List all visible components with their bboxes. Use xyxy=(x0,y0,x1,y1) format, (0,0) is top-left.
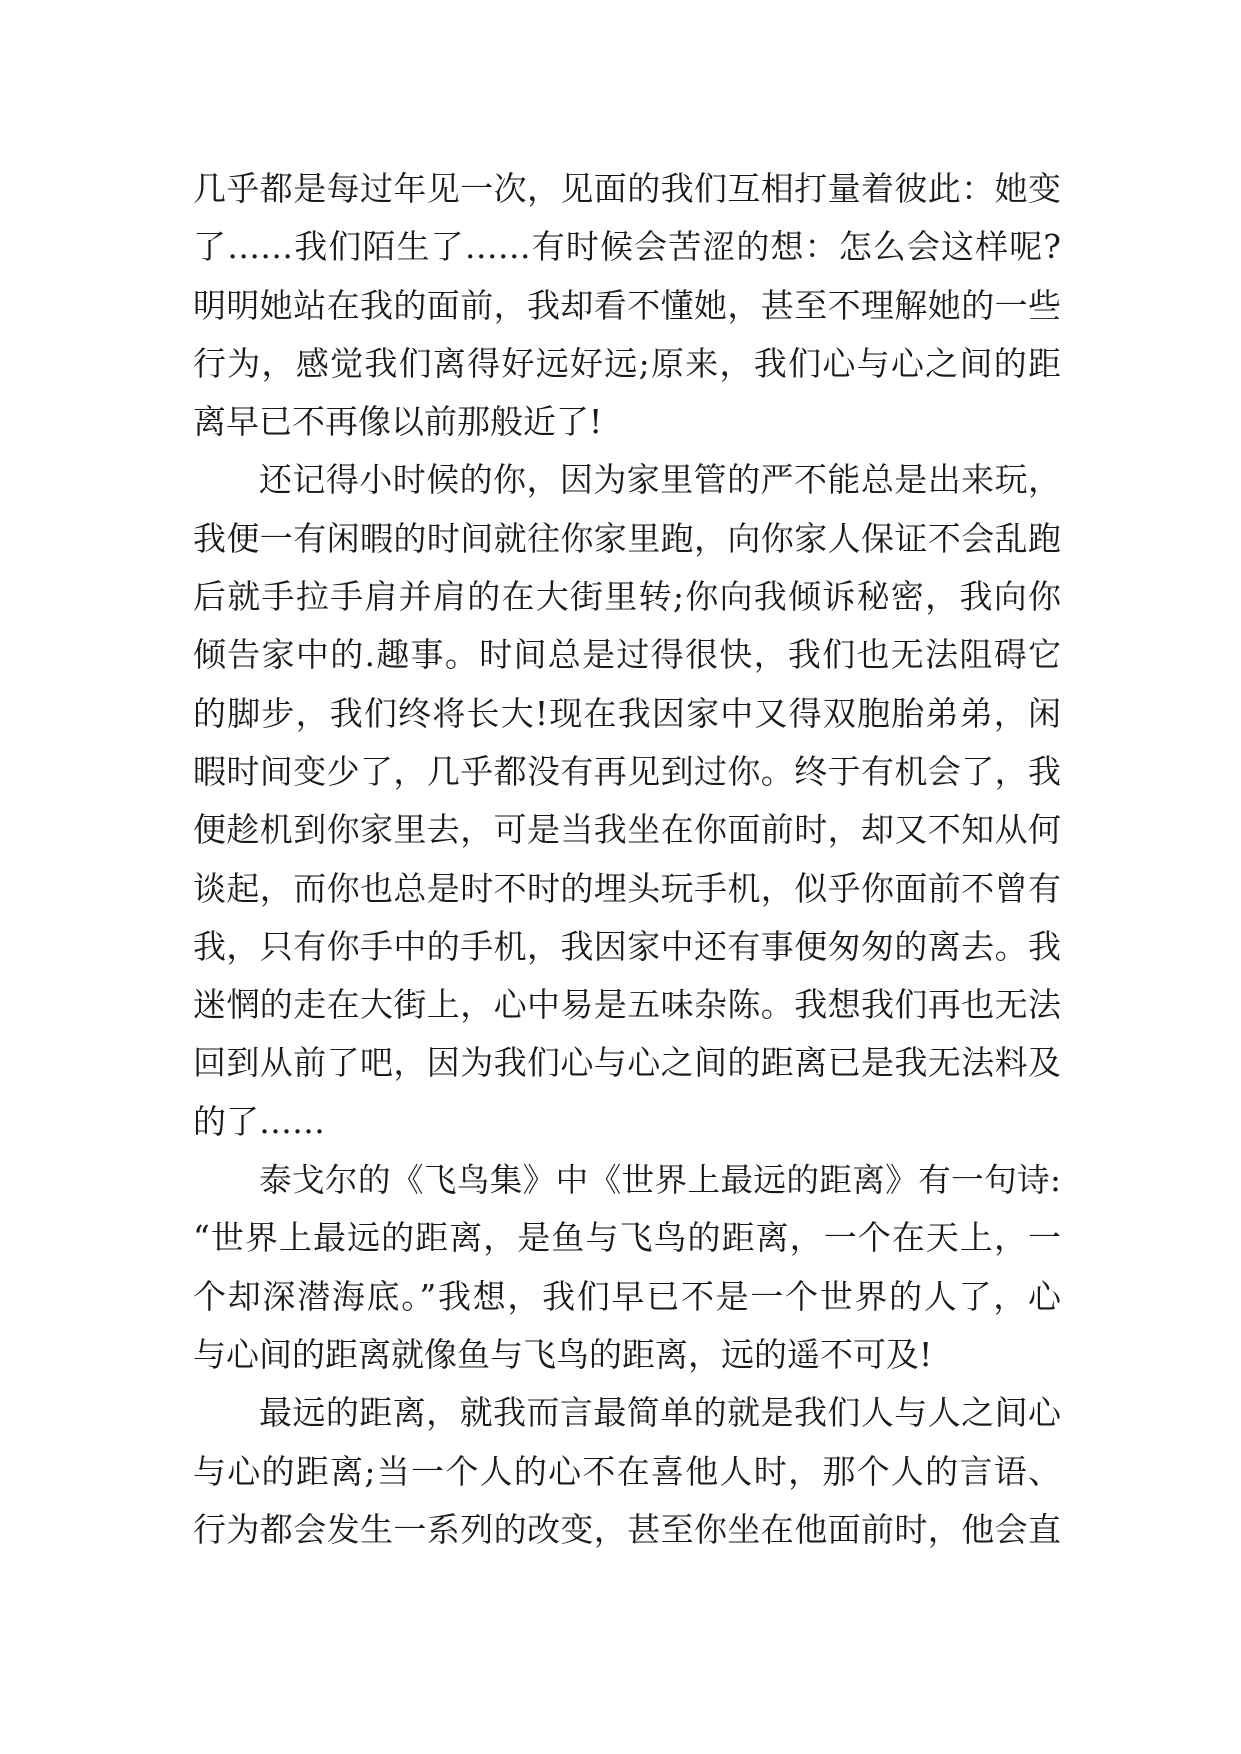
text-line: 迷惘的走在大街上，心中易是五味杂陈。我想我们再也无法 xyxy=(193,985,1061,1025)
text-line: 谈起，而你也总是时不时的埋头玩手机，似乎你面前不曾有 xyxy=(193,868,1061,908)
text-line: 的脚步，我们终将长大!现在我因家中又得双胞胎弟弟，闲 xyxy=(193,693,1061,733)
body-text xyxy=(193,160,1061,1559)
text-line: 行为，感觉我们离得好远好远;原来，我们心与心之间的距 xyxy=(193,343,1061,383)
text-line: 最远的距离，就我而言最简单的就是我们人与人之间心 xyxy=(259,1393,1061,1433)
text-line: 后就手拉手肩并肩的在大街里转;你向我倾诉秘密，我向你 xyxy=(193,577,1061,617)
text-line: 泰戈尔的《飞鸟集》中《世界上最远的距离》有一句诗: xyxy=(259,1161,1061,1200)
text-line: 的了…… xyxy=(193,1101,325,1141)
text-line: “世界上最远的距离，是鱼与飞鸟的距离，一个在天上，一 xyxy=(193,1218,1061,1258)
text-line: 还记得小时候的你，因为家里管的严不能总是出来玩， xyxy=(259,460,1061,500)
text-line: 与心的距离;当一个人的心不在喜他人时，那个人的言语、 xyxy=(193,1451,1061,1491)
text-line: 我便一有闲暇的时间就往你家里跑，向你家人保证不会乱跑 xyxy=(193,518,1061,558)
text-line: 便趁机到你家里去，可是当我坐在你面前时，却又不知从何 xyxy=(193,810,1061,850)
text-line: 与心间的距离就像鱼与飞鸟的距离，远的遥不可及! xyxy=(193,1334,933,1374)
text-line: 倾告家中的.趣事。时间总是过得很快，我们也无法阻碍它 xyxy=(193,635,1061,675)
text-line: 明明她站在我的面前，我却看不懂她，甚至不理解她的一些 xyxy=(193,285,1061,325)
text-line: 个却深潜海底。”我想，我们早已不是一个世界的人了，心 xyxy=(193,1276,1061,1316)
text-line: 回到从前了吧，因为我们心与心之间的距离已是我无法料及 xyxy=(193,1043,1061,1083)
text-line: 几乎都是每过年见一次，见面的我们互相打量着彼此：她变 xyxy=(193,169,1061,208)
text-line: 行为都会发生一系列的改变，甚至你坐在他面前时，他会直 xyxy=(193,1509,1061,1549)
text-line: 了……我们陌生了……有时候会苦涩的想：怎么会这样呢? xyxy=(193,227,1061,267)
text-line: 我，只有你手中的手机，我因家中还有事便匆匆的离去。我 xyxy=(193,926,1061,966)
text-line: 离早已不再像以前那般近了! xyxy=(193,402,603,442)
text-line: 暇时间变少了，几乎都没有再见到过你。终于有机会了，我 xyxy=(193,751,1061,791)
